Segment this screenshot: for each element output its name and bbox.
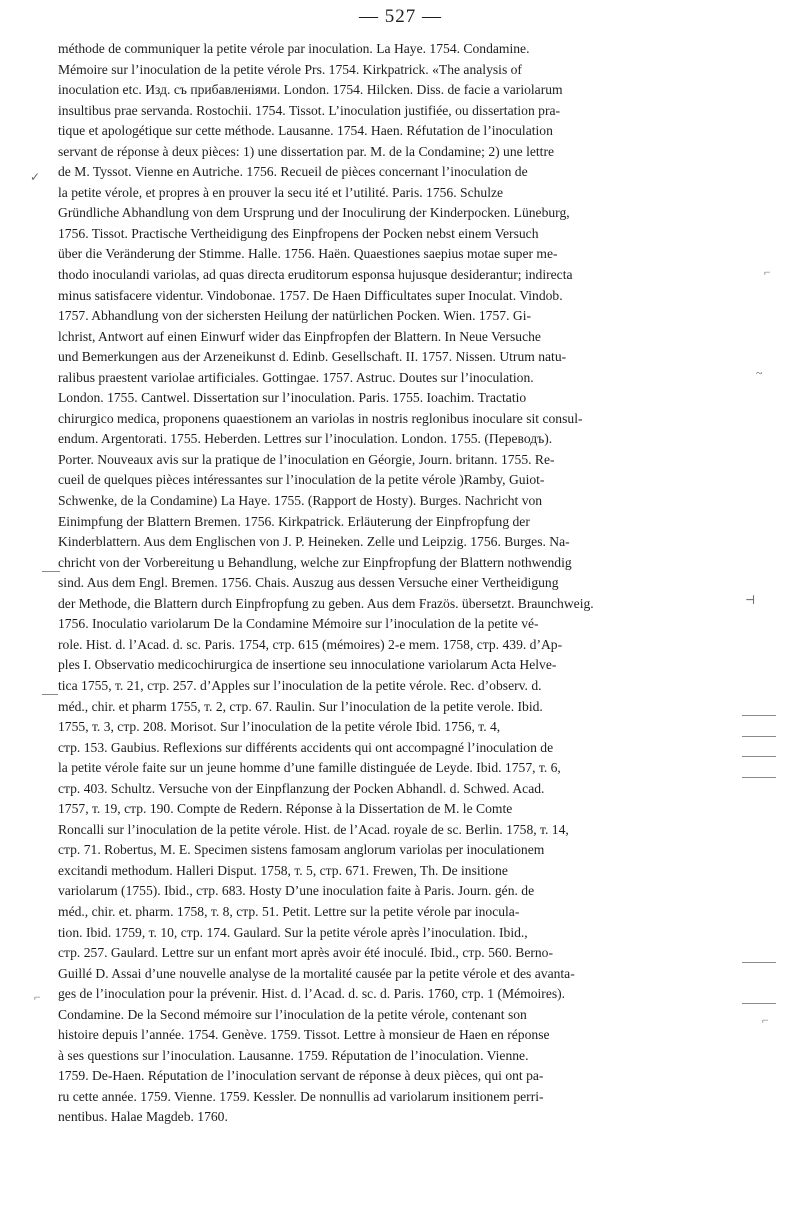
- text-line: insultibus prae servanda. Rostochii. 1754. Tissot. L’inoculation justifiée, ou dissertation pra-: [58, 102, 561, 118]
- text-line: minus satisfacere videntur. Vindobonae. 1757. De Haen Difficultates super Inoculat. Vindob.: [58, 287, 563, 303]
- text-line: méd., chir. et. pharm. 1758, т. 8, стр. 51. Petit. Lettre sur la petite vérole par inocula-: [58, 903, 520, 919]
- text-line: tion. Ibid. 1759, т. 10, стр. 174. Gaulard. Sur la petite vérole après l’inoculation. Ibid.,: [58, 924, 528, 940]
- text-line: tique et apologétique sur cette méthode. Lausanne. 1754. Haen. Réfutation de l’inoculation: [58, 123, 553, 139]
- text-line: стр. 403. Schultz. Versuche von der Einpflanzung der Pocken Abhandl. d. Schwed. Acad.: [58, 780, 545, 796]
- text-line: ralibus praestent variolae artificiales. Gottingae. 1757. Astruc. Doutes sur l’inoculation.: [58, 369, 534, 385]
- text-line: und Bemerkungen aus der Arzeneikunst d. Edinb. Gesellschaft. II. 1757. Nissen. Utrum natu-: [58, 349, 567, 365]
- text-line: 1756. Tissot. Practische Vertheidigung des Einpfropens der Pocken nebst einem Versuch: [58, 225, 539, 241]
- text-line: nentibus. Halae Magdeb. 1760.: [58, 1109, 228, 1125]
- margin-line: [742, 715, 776, 716]
- text-line: über die Veränderung der Stimme. Halle. 1756. Haën. Quaestiones saepius motae super me-: [58, 246, 558, 262]
- text-line: à ses questions sur l’inoculation. Lausanne. 1759. Réputation de l’inoculation. Vienne.: [58, 1047, 529, 1063]
- text-line: Einimpfung der Blattern Bremen. 1756. Kirkpatrick. Erläuterung der Einpfropfung der: [58, 513, 530, 529]
- text-line: sind. Aus dem Engl. Bremen. 1756. Chais. Auszug aus dessen Versuche einer Vertheidigung: [58, 575, 559, 591]
- text-line: lchrist, Antwort auf einen Einwurf wider das Einpfropfen der Blattern. In Neue Versuche: [58, 328, 541, 344]
- text-line: endum. Argentorati. 1755. Heberden. Lettres sur l’inoculation. London. 1755. (Переводъ).: [58, 431, 553, 447]
- text-line: Kinderblattern. Aus dem Englischen von J. P. Heineken. Zelle und Leipzig. 1756. Burges. Na-: [58, 534, 570, 550]
- text-line: 1756. Inoculatio variolarum De la Condamine Mémoire sur l’inoculation de la petite vé-: [58, 616, 539, 632]
- text-line: histoire depuis l’année. 1754. Genève. 1759. Tissot. Lettre à monsieur de Haen en réponse: [58, 1027, 550, 1043]
- text-line: ges de l’inoculation pour la prévenir. Hist. d. l’Acad. d. sc. d. Paris. 1760, стр. 1 (Mémoires).: [58, 986, 566, 1002]
- text-line: méd., chir. et pharm 1755, т. 2, стр. 67. Raulin. Sur l’inoculation de la petite verole. Ibid.: [58, 698, 543, 714]
- margin-tick-mark: ⌐: [764, 265, 771, 279]
- margin-tick-mark: ⌐: [762, 1013, 769, 1027]
- text-line: 1757, т. 19, стр. 190. Compte de Redern. Réponse à la Dissertation de M. le Comte: [58, 801, 513, 817]
- text-line: tica 1755, т. 21, стр. 257. d’Apples sur l’inoculation de la petite vérole. Rec. d’observ. d.: [58, 677, 542, 693]
- text-line: chirurgico medica, proponens quaestionem an variolas in nostris reglonibus inoculare sit consul-: [58, 410, 583, 426]
- text-line: 1757. Abhandlung von der sichersten Heilung der natürlichen Pocken. Wien. 1757. Gi-: [58, 308, 531, 324]
- text-line: de M. Tyssot. Vienne en Autriche. 1756. Recueil de pièces concernant l’inoculation de: [58, 164, 528, 180]
- margin-tick-mark: ⊣: [745, 593, 756, 607]
- text-line: thodo inoculandi variolas, ad quas directa eruditorum esponsa hujusque desiderantur; indirecta: [58, 267, 573, 283]
- text-line: cueil de quelques pièces intéressantes sur l’inoculation de la petite vérole )Ramby, Guiot-: [58, 472, 545, 488]
- text-line: ru cette année. 1759. Vienne. 1759. Kessler. De nonnullis ad variolarum insitionem perri-: [58, 1088, 544, 1104]
- text-line: der Methode, die Blattern durch Einpfropfung zu geben. Aus dem Frazös. übersetzt. Braunchweig.: [58, 595, 594, 611]
- text-line: Condamine. De la Second mémoire sur l’inoculation de la petite vérole, contenant son: [58, 1006, 527, 1022]
- text-line: chricht von der Vorbereitung u Behandlung, welche zur Einpfropfung der Blattern nothwendig: [58, 554, 572, 570]
- margin-tick-mark: ~: [756, 366, 763, 380]
- text-line: servant de réponse à deux pièces: 1) une dissertation par. M. de la Condamine; 2) une lettre: [58, 143, 555, 159]
- text-line: variolarum (1755). Ibid., стр. 683. Hosty D’une inoculation faite à Paris. Journ. gén. de: [58, 883, 535, 899]
- text-line: la petite vérole faite sur un jeune homme d’une famille distinguée de Leyde. Ibid. 1757, т. 6,: [58, 760, 561, 776]
- text-line: méthode de communiquer la petite vérole par inoculation. La Haye. 1754. Condamine.: [58, 41, 530, 56]
- margin-line: [742, 777, 776, 778]
- margin-line: [42, 694, 58, 695]
- text-line: Mémoire sur l’inoculation de la petite vérole Prs. 1754. Kirkpatrick. «The analysis of: [58, 61, 522, 77]
- text-line: 1759. De-Haen. Réputation de l’inoculation servant de réponse à deux pièces, qui ont pa-: [58, 1068, 544, 1084]
- margin-tick-mark: ⌐: [34, 990, 41, 1004]
- page-number: — 527 —: [359, 6, 442, 27]
- text-line: Porter. Nouveaux avis sur la pratique de l’inoculation en Géorgie, Journ. britann. 1755. Re-: [58, 451, 555, 467]
- text-line: стр. 257. Gaulard. Lettre sur un enfant mort après avoir été inoculé. Ibid., стр. 560. Berno-: [58, 945, 554, 961]
- text-line: excitandi methodum. Halleri Disput. 1758, т. 5, стр. 671. Frewen, Th. De insitione: [58, 862, 508, 878]
- text-line: стр. 153. Gaubius. Reflexions sur différents accidents qui ont accompagné l’inoculation de: [58, 739, 554, 755]
- text-line: Gründliche Abhandlung von dem Ursprung und der Inoculirung der Kinderpocken. Lüneburg,: [58, 205, 570, 221]
- text-line: 1755, т. 3, стр. 208. Morisot. Sur l’inoculation de la petite vérole Ibid. 1756, т. 4,: [58, 719, 501, 735]
- text-line: ples I. Observatio medicochirurgica de insertione seu innoculatione variolarum Acta Helve-: [58, 657, 557, 673]
- text-line: London. 1755. Cantwel. Dissertation sur l’inoculation. Paris. 1755. Ioachim. Tractatio: [58, 390, 527, 406]
- text-line: la petite vérole, et propres à en prouver la secu ité et l’utilité. Paris. 1756. Schulze: [58, 184, 504, 200]
- text-line: стр. 71. Robertus, M. E. Specimen sistens famosam anglorum variolas per inoculationem: [58, 842, 545, 858]
- margin-line: [742, 962, 776, 963]
- text-line: Schwenke, de la Condamine) La Haye. 1755. (Rapport de Hosty). Burges. Nachricht von: [58, 493, 543, 509]
- bibliography-text: [58, 39, 738, 1128]
- text-line: inoculation etc. Изд. съ прибавленiями. London. 1754. Hilcken. Diss. de facie a variolarum: [58, 82, 563, 98]
- margin-line: [742, 1003, 776, 1004]
- text-line: Roncalli sur l’inoculation de la petite vérole. Hist. de l’Acad. royale de sc. Berlin. 1758, т. 14,: [58, 821, 569, 837]
- text-line: role. Hist. d. l’Acad. d. sc. Paris. 1754, стр. 615 (mémoires) 2-е mem. 1758, стр. 439. d’Ap-: [58, 636, 563, 652]
- margin-line: [742, 736, 776, 737]
- text-line: Guillé D. Assai d’une nouvelle analyse de la mortalité causée par la petite vérole et des avanta-: [58, 965, 575, 981]
- margin-line: [742, 756, 776, 757]
- margin-check-mark: ✓: [30, 170, 41, 184]
